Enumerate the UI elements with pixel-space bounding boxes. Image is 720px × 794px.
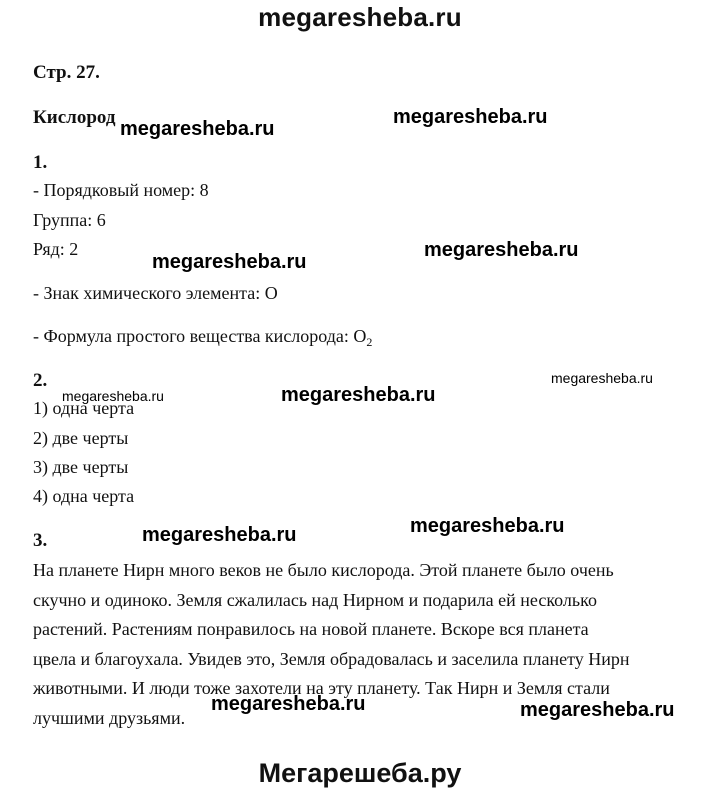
watermark: megaresheba.ru [424,239,579,261]
watermark: megaresheba.ru [120,118,275,140]
task-1-row: Ряд: 2 [33,239,79,259]
task-1-symbol: - Знак химического элемента: О [33,283,278,303]
watermark: megaresheba.ru [520,699,675,721]
watermark: megaresheba.ru [142,524,297,546]
task-1-serial: - Порядковый номер: 8 [33,180,209,200]
task-3-line: лучшими друзьями. [33,707,186,728]
task-2-number: 2. [33,370,48,391]
task-3-line: животными. И люди тоже захотели на эту планету. Так Нирн и Земля стали [33,678,610,698]
section-title: Кислород [33,107,116,128]
task-3-line: цвела и благоухала. Увидев это, Земля обрадовалась и заселила планету Нирн [33,648,630,669]
task-3-number: 3. [33,530,48,551]
task-3-line: скучно и одиноко. Земля сжалилась над Нирном и подарила ей несколько [33,589,597,610]
watermark: megaresheba.ru [410,515,565,537]
task-1-formula [33,326,372,347]
task-2-item-3: 3) две черты [33,457,129,477]
watermark: megaresheba.ru [393,106,548,128]
header-brand: megaresheba.ru [258,2,462,32]
watermark: megaresheba.ru [211,693,366,715]
task-2-item-2: 2) две черты [33,428,129,448]
watermark-small: megaresheba.ru [551,370,653,386]
task-3-line: На планете Нирн много веков не было кислорода. Этой планете было очень [33,560,614,580]
formula-text: - Формула простого вещества кислорода: О [33,326,367,346]
task-1-group: Группа: 6 [33,210,106,230]
watermark: megaresheba.ru [152,251,307,273]
task-3-line: растений. Растениям понравилось на новой планете. Вскоре вся планета [33,619,589,639]
task-2-item-4: 4) одна черта [33,486,135,506]
formula-subscript: 2 [366,335,373,349]
footer-brand: Мегарешеба.ру [258,758,462,788]
task-2-item-1: 1) одна черта [33,398,135,418]
page-reference: Стр. 27. [33,62,100,83]
watermark: megaresheba.ru [281,384,436,406]
task-1-number: 1. [33,152,48,173]
watermark-small: megaresheba.ru [62,388,164,404]
